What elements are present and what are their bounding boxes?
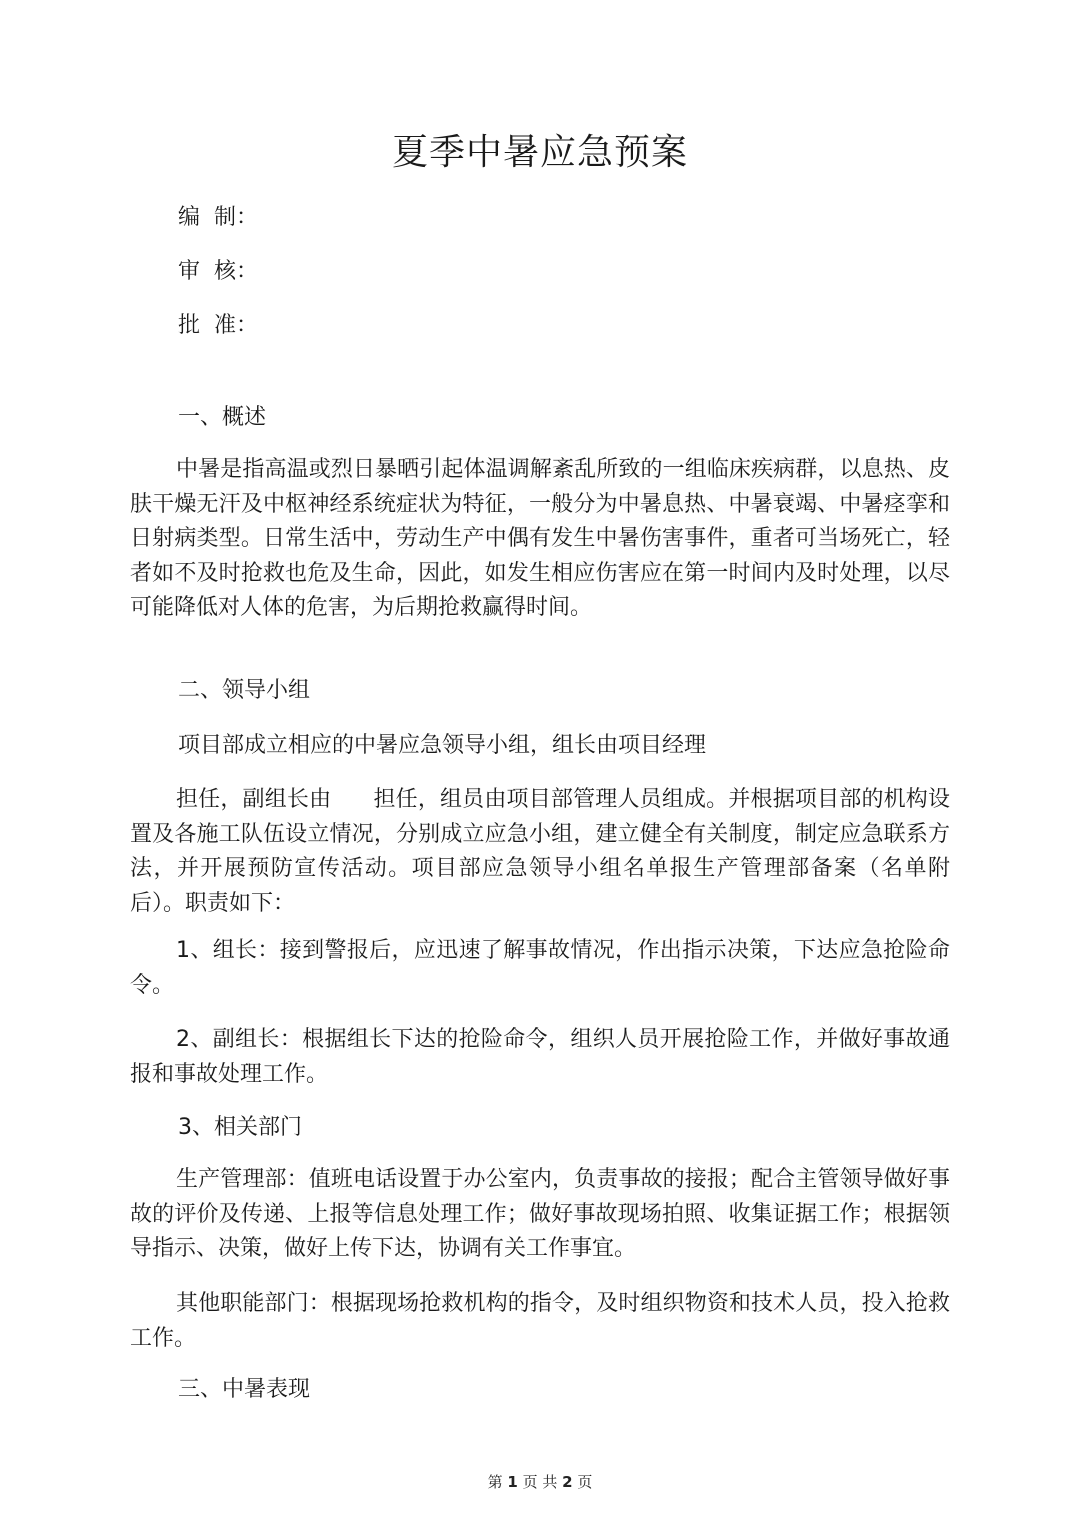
footer-current-page: 1 xyxy=(507,1473,518,1491)
duty-item-text: 、相关部门 xyxy=(192,1115,303,1140)
section-heading-overview: 一、概述 xyxy=(178,405,267,430)
leadership-paragraph xyxy=(130,783,950,921)
duty-item-number: 3 xyxy=(178,1115,192,1140)
page-footer xyxy=(0,1472,1080,1492)
duty-item-deputy xyxy=(130,1023,950,1092)
duty-item-text: 、组长：接到警报后，应迅速了解事故情况，作出指示决策，下达应急抢险命令。 xyxy=(130,938,950,998)
reviewed-by-label: 审 核： xyxy=(178,259,258,284)
leadership-paragraph-part2: 担任，组员由项目部管理人员组成。并根据项目部的机构设置及各施工队伍设立情况，分别成立应急小组，建立健全有关制度，制定应急联系方法，并开展预防宣传活动。项目部应急领导小组名单报生产管理部备案（名单附后）。职责如下： xyxy=(130,787,950,916)
duty-item-leader xyxy=(130,934,950,1003)
duty-item-number: 1 xyxy=(176,938,190,963)
document-title: 夏季中暑应急预案 xyxy=(391,132,688,173)
footer-middle: 页 共 xyxy=(522,1473,558,1491)
section-heading-leadership: 二、领导小组 xyxy=(178,678,311,703)
duty-item-text: 、副组长：根据组长下达的抢险命令，组织人员开展抢险工作，并做好事故通报和事故处理工作。 xyxy=(130,1027,950,1087)
approved-by-label: 批 准： xyxy=(178,313,258,338)
leadership-intro: 项目部成立相应的中暑应急领导小组，组长由项目经理 xyxy=(178,733,707,758)
footer-suffix: 页 xyxy=(577,1473,593,1491)
dept-production-paragraph: 生产管理部：值班电话设置于办公室内，负责事故的接报；配合主管领导做好事故的评价及传递、上报等信息处理工作；做好事故现场拍照、收集证据工作；根据领导指示、决策，做好上传下达，协调有关工作事宜。 xyxy=(130,1167,950,1261)
footer-total-pages: 2 xyxy=(562,1473,573,1491)
duty-item-departments xyxy=(178,1113,302,1143)
dept-other-paragraph: 其他职能部门：根据现场抢救机构的指令，及时组织物资和技术人员，投入抢救工作。 xyxy=(130,1291,950,1351)
overview-paragraph: 中暑是指高温或烈日暴晒引起体温调解紊乱所致的一组临床疾病群，以息热、皮肤干燥无汗及中枢神经系统症状为特征，一般分为中暑息热、中暑衰竭、中暑痉挛和日射病类型。日常生活中，劳动生产中偶有发生中暑伤害事件，重者可当场死亡，轻者如不及时抢救也危及生命，因此，如发生相应伤害应在第一时间内及时处理，以尽可能降低对人体的危害，为后期抢救赢得时间。 xyxy=(130,457,950,620)
compiled-by-label: 编 制： xyxy=(178,205,258,230)
footer-prefix: 第 xyxy=(487,1473,503,1491)
section-heading-symptoms: 三、中暑表现 xyxy=(178,1377,311,1402)
duty-item-number: 2 xyxy=(176,1027,190,1052)
leadership-paragraph-part1: 担任，副组长由 xyxy=(176,787,332,812)
